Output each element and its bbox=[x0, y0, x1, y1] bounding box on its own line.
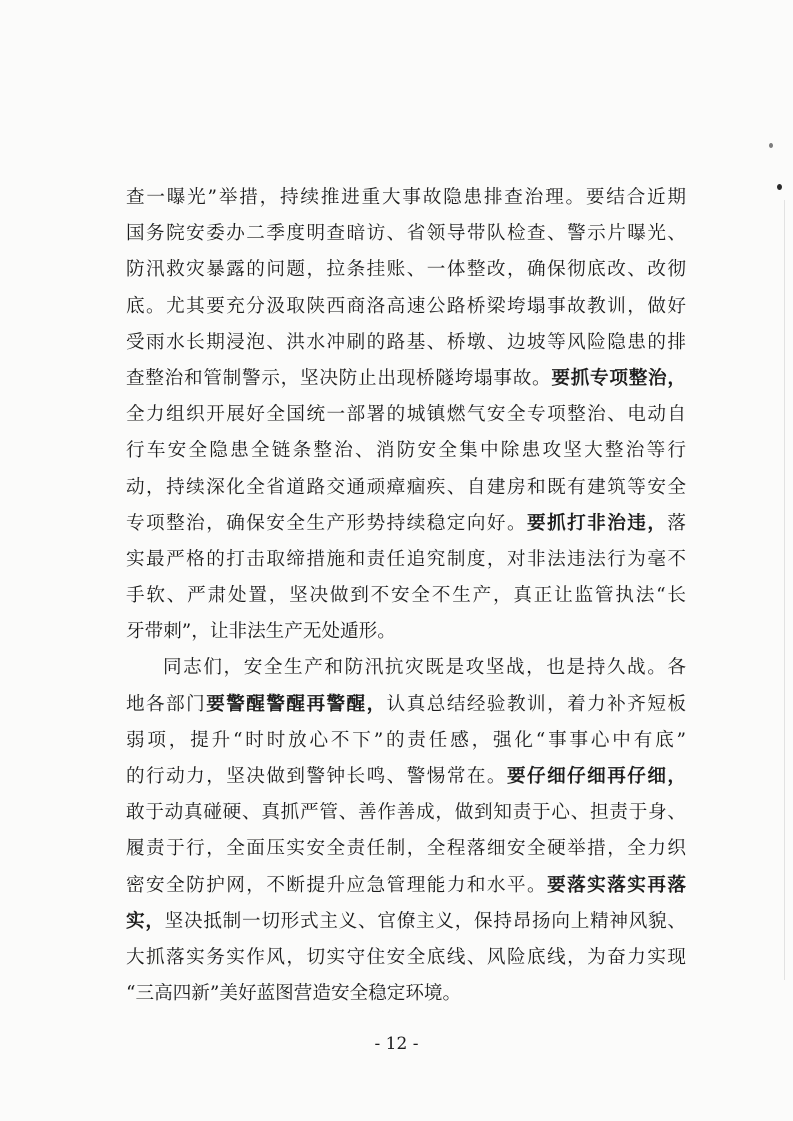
scan-edge-shadow bbox=[784, 200, 785, 980]
line-text: 大抓落实务实作风，切实守住安全底线、风险底线，为奋力实现 bbox=[126, 946, 686, 968]
line-text: 查一曝光”举措，持续推进重大事故隐患排查治理。要结合近期 bbox=[126, 187, 686, 208]
text-line bbox=[126, 180, 686, 216]
line-text: 防汛救灾暴露的问题，拉条挂账、一体整改，确保彻底改、改彻 bbox=[126, 259, 686, 281]
line-text: 底。尤其要充分汲取陕西商洛高速公路桥梁垮塌事故教训，做好 bbox=[126, 295, 686, 317]
line-text: 敢于动真碰硬、真抓严管、善作善成，做到知责于心、担责于身、 bbox=[126, 802, 686, 824]
text-line bbox=[126, 361, 686, 397]
text-line bbox=[126, 216, 686, 252]
scan-speck bbox=[769, 143, 773, 148]
line-text: 密安全防护网，不断提升应急管理能力和水平。 bbox=[126, 874, 548, 896]
text-line bbox=[126, 904, 686, 940]
line-text: 全力组织开展好全国统一部署的城镇燃气安全专项整治、电动自 bbox=[126, 404, 686, 426]
line-text: 牙带刺”，让非法生产无处遁形。 bbox=[126, 621, 396, 643]
text-line bbox=[126, 252, 686, 288]
emphasis-text: 要落实落实再落 bbox=[547, 874, 686, 896]
body-text bbox=[126, 180, 686, 1012]
line-text: 地各部门 bbox=[126, 693, 207, 715]
text-line bbox=[126, 506, 686, 542]
line-text: 动，持续深化全省道路交通顽瘴痼疾、自建房和既有建筑等安全 bbox=[126, 476, 686, 498]
line-text: 行车安全隐患全链条整治、消防安全集中除患攻坚大整治等行 bbox=[126, 440, 686, 462]
line-text: 专项整治，确保安全生产形势持续稳定向好。 bbox=[126, 512, 528, 534]
text-line bbox=[126, 723, 686, 759]
line-text: 坚决抵制一切形式主义、官僚主义，保持昂扬向上精神风貌、 bbox=[164, 910, 686, 932]
text-line bbox=[126, 433, 686, 469]
line-text: 查整治和管制警示，坚决防止出现桥隧垮塌事故。 bbox=[126, 367, 552, 389]
text-line bbox=[126, 289, 686, 325]
text-line bbox=[126, 868, 686, 904]
line-text: 履责于行，全面压实安全责任制，全程落细安全硬举措，全力织 bbox=[126, 838, 686, 860]
scan-speck bbox=[777, 184, 782, 190]
text-line bbox=[126, 650, 686, 686]
emphasis-text: 实， bbox=[126, 910, 165, 932]
line-text: 弱项，提升“时时放心不下”的责任感，强化“事事心中有底” bbox=[126, 729, 686, 751]
text-line bbox=[126, 470, 686, 506]
text-line bbox=[126, 542, 686, 578]
emphasis-text: 要抓打非治违， bbox=[527, 512, 668, 534]
text-line bbox=[126, 614, 686, 650]
line-text: “三高四新”美好蓝图营造安全稳定环境。 bbox=[126, 983, 462, 1005]
emphasis-text: 要抓专项整治， bbox=[551, 367, 686, 389]
text-line bbox=[126, 759, 686, 795]
text-line bbox=[126, 940, 686, 976]
text-line bbox=[126, 976, 686, 1012]
emphasis-text: 要警醒警醒再警醒， bbox=[206, 693, 387, 715]
line-text: 国务院安委办二季度明查暗访、省领导带队检查、警示片曝光、 bbox=[126, 223, 686, 245]
text-line bbox=[126, 831, 686, 867]
page-number: - 12 - bbox=[374, 1034, 419, 1054]
text-line bbox=[126, 325, 686, 361]
line-text: 受雨水长期浸泡、洪水冲刷的路基、桥墩、边坡等风险隐患的排 bbox=[126, 331, 686, 353]
line-text: 落 bbox=[667, 512, 686, 534]
line-text: 实最严格的打击取缔措施和责任追究制度，对非法违法行为毫不 bbox=[126, 548, 686, 570]
text-line bbox=[126, 578, 686, 614]
line-text: 认真总结经验教训，着力补齐短板 bbox=[386, 693, 686, 715]
line-text: 同志们，安全生产和防汛抗灾既是攻坚战，也是持久战。各 bbox=[163, 657, 686, 679]
text-line bbox=[126, 397, 686, 433]
line-text: 的行动力，坚决做到警钟长鸣、警惕常在。 bbox=[126, 766, 507, 787]
text-line bbox=[126, 687, 686, 723]
line-text: 手软、严肃处置，坚决做到不安全不生产，真正让监管执法“长 bbox=[126, 585, 686, 607]
text-line bbox=[126, 795, 686, 831]
emphasis-text: 要仔细仔细再仔细， bbox=[506, 766, 686, 787]
